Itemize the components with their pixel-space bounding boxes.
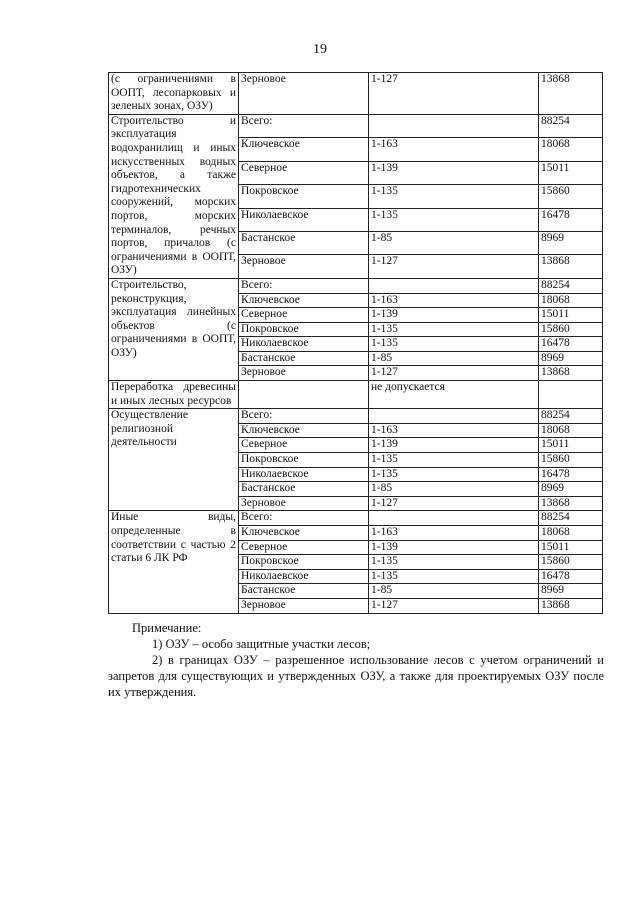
cell-area: 15011 (539, 438, 603, 453)
cell-forestry: Ключевское (239, 526, 369, 541)
cell-forestry: Северное (239, 161, 369, 184)
cell-forestry: Ключевское (239, 423, 369, 438)
cell-area: 16478 (539, 337, 603, 352)
cell-quarters: 1-135 (369, 208, 539, 231)
cell-forestry: Покровское (239, 185, 369, 208)
cell-area: 15860 (539, 185, 603, 208)
cell-forestry: Николаевское (239, 467, 369, 482)
cell-forestry: Зерновое (239, 73, 369, 115)
cell-forestry: Зерновое (239, 496, 369, 511)
cell-forestry: Всего: (239, 409, 369, 424)
cell-quarters: 1-139 (369, 540, 539, 555)
cell-area: 13868 (539, 496, 603, 511)
cell-forestry: Всего: (239, 511, 369, 526)
cell-purpose: Переработка древесины и иных лесных ресурсов (109, 381, 239, 409)
cell-quarters: 1-127 (369, 598, 539, 613)
cell-area: 15011 (539, 161, 603, 184)
table-body (109, 73, 603, 614)
cell-quarters (369, 511, 539, 526)
note-item-1: 1) ОЗУ – особо защитные участки лесов; (152, 637, 371, 651)
cell-area: 18068 (539, 293, 603, 308)
cell-area: 88254 (539, 278, 603, 293)
table-row (109, 511, 603, 526)
cell-forestry: Всего: (239, 278, 369, 293)
cell-area: 16478 (539, 467, 603, 482)
cell-forestry: Всего: (239, 114, 369, 137)
cell-area: 15011 (539, 308, 603, 323)
cell-quarters: 1-135 (369, 467, 539, 482)
cell-quarters: 1-85 (369, 482, 539, 497)
cell-area: 8969 (539, 482, 603, 497)
cell-forestry: Николаевское (239, 337, 369, 352)
cell-quarters: 1-127 (369, 496, 539, 511)
cell-purpose: (с ограничениями в ООПТ, лесопарковых и зеленых зонах, ОЗУ) (109, 73, 239, 115)
cell-quarters: 1-127 (369, 255, 539, 279)
cell-area: 8969 (539, 584, 603, 599)
table-row (109, 381, 603, 409)
cell-forestry: Николаевское (239, 569, 369, 584)
cell-quarters (369, 409, 539, 424)
cell-quarters: 1-135 (369, 337, 539, 352)
table-row (109, 114, 603, 137)
cell-area (539, 381, 603, 409)
cell-quarters: 1-127 (369, 73, 539, 115)
cell-area: 16478 (539, 208, 603, 231)
cell-area: 13868 (539, 255, 603, 279)
cell-quarters: 1-85 (369, 351, 539, 366)
table-row (109, 409, 603, 424)
cell-quarters: 1-135 (369, 569, 539, 584)
cell-quarters: 1-135 (369, 322, 539, 337)
cell-forestry: Зерновое (239, 366, 369, 381)
cell-forestry: Зерновое (239, 255, 369, 279)
cell-forestry: Покровское (239, 322, 369, 337)
cell-purpose: Строительство и эксплуатация водохранилищ и иных искусственных водных объектов, а также гидротехнических сооружений, морских портов, морских терминалов, речных портов, причалов (с ограничениями в ООПТ, ОЗУ) (109, 114, 239, 278)
cell-quarters: 1-85 (369, 231, 539, 254)
cell-purpose: Осуществление религиозной деятельности (109, 409, 239, 511)
cell-area: 13868 (539, 73, 603, 115)
cell-area: 13868 (539, 366, 603, 381)
cell-quarters: 1-163 (369, 526, 539, 541)
cell-purpose: Строительство, реконструкция, эксплуатация линейных объектов (с ограничениями в ООПТ, ОЗУ) (109, 278, 239, 380)
page-number: 19 (313, 42, 327, 57)
cell-quarters (369, 278, 539, 293)
cell-area: 15011 (539, 540, 603, 555)
cell-area: 18068 (539, 526, 603, 541)
cell-area: 16478 (539, 569, 603, 584)
cell-forestry: Ключевское (239, 293, 369, 308)
cell-forestry: Покровское (239, 555, 369, 570)
cell-forestry: Ключевское (239, 138, 369, 161)
note-item-2: 2) в границах ОЗУ – разрешенное использование лесов с учетом ограничений и запретов для существующих и утвержденных ОЗУ, а также для проектируемых ОЗУ после их утверждения. (108, 653, 604, 699)
cell-area: 88254 (539, 511, 603, 526)
cell-area: 88254 (539, 114, 603, 137)
cell-quarters: 1-163 (369, 293, 539, 308)
table-row (109, 73, 603, 115)
cell-area: 13868 (539, 598, 603, 613)
cell-quarters (369, 114, 539, 137)
cell-area: 18068 (539, 138, 603, 161)
cell-quarters: 1-127 (369, 366, 539, 381)
cell-forestry: Покровское (239, 453, 369, 468)
table-row (109, 278, 603, 293)
cell-quarters: 1-135 (369, 555, 539, 570)
note-title: Примечание: (132, 621, 202, 635)
cell-area: 88254 (539, 409, 603, 424)
cell-quarters: 1-135 (369, 185, 539, 208)
cell-quarters: 1-139 (369, 308, 539, 323)
cell-forestry: Бастанское (239, 482, 369, 497)
cell-forestry: Бастанское (239, 351, 369, 366)
cell-forestry: Северное (239, 438, 369, 453)
cell-area: 15860 (539, 453, 603, 468)
cell-forestry: Бастанское (239, 231, 369, 254)
cell-purpose: Иные виды, определенные в соответствии с частью 2 статьи 6 ЛК РФ (109, 511, 239, 613)
cell-area: 15860 (539, 322, 603, 337)
cell-forestry: Бастанское (239, 584, 369, 599)
cell-area: 15860 (539, 555, 603, 570)
cell-forestry: Зерновое (239, 598, 369, 613)
cell-quarters: 1-163 (369, 423, 539, 438)
cell-quarters: 1-163 (369, 138, 539, 161)
cell-forestry: Северное (239, 308, 369, 323)
cell-area: 8969 (539, 231, 603, 254)
cell-quarters: не допускается (369, 381, 539, 409)
cell-area: 8969 (539, 351, 603, 366)
cell-area: 18068 (539, 423, 603, 438)
cell-forestry: Николаевское (239, 208, 369, 231)
cell-quarters: 1-135 (369, 453, 539, 468)
cell-quarters: 1-139 (369, 161, 539, 184)
forest-use-table (108, 72, 603, 614)
cell-forestry (239, 381, 369, 409)
cell-quarters: 1-139 (369, 438, 539, 453)
cell-quarters: 1-85 (369, 584, 539, 599)
cell-forestry: Северное (239, 540, 369, 555)
